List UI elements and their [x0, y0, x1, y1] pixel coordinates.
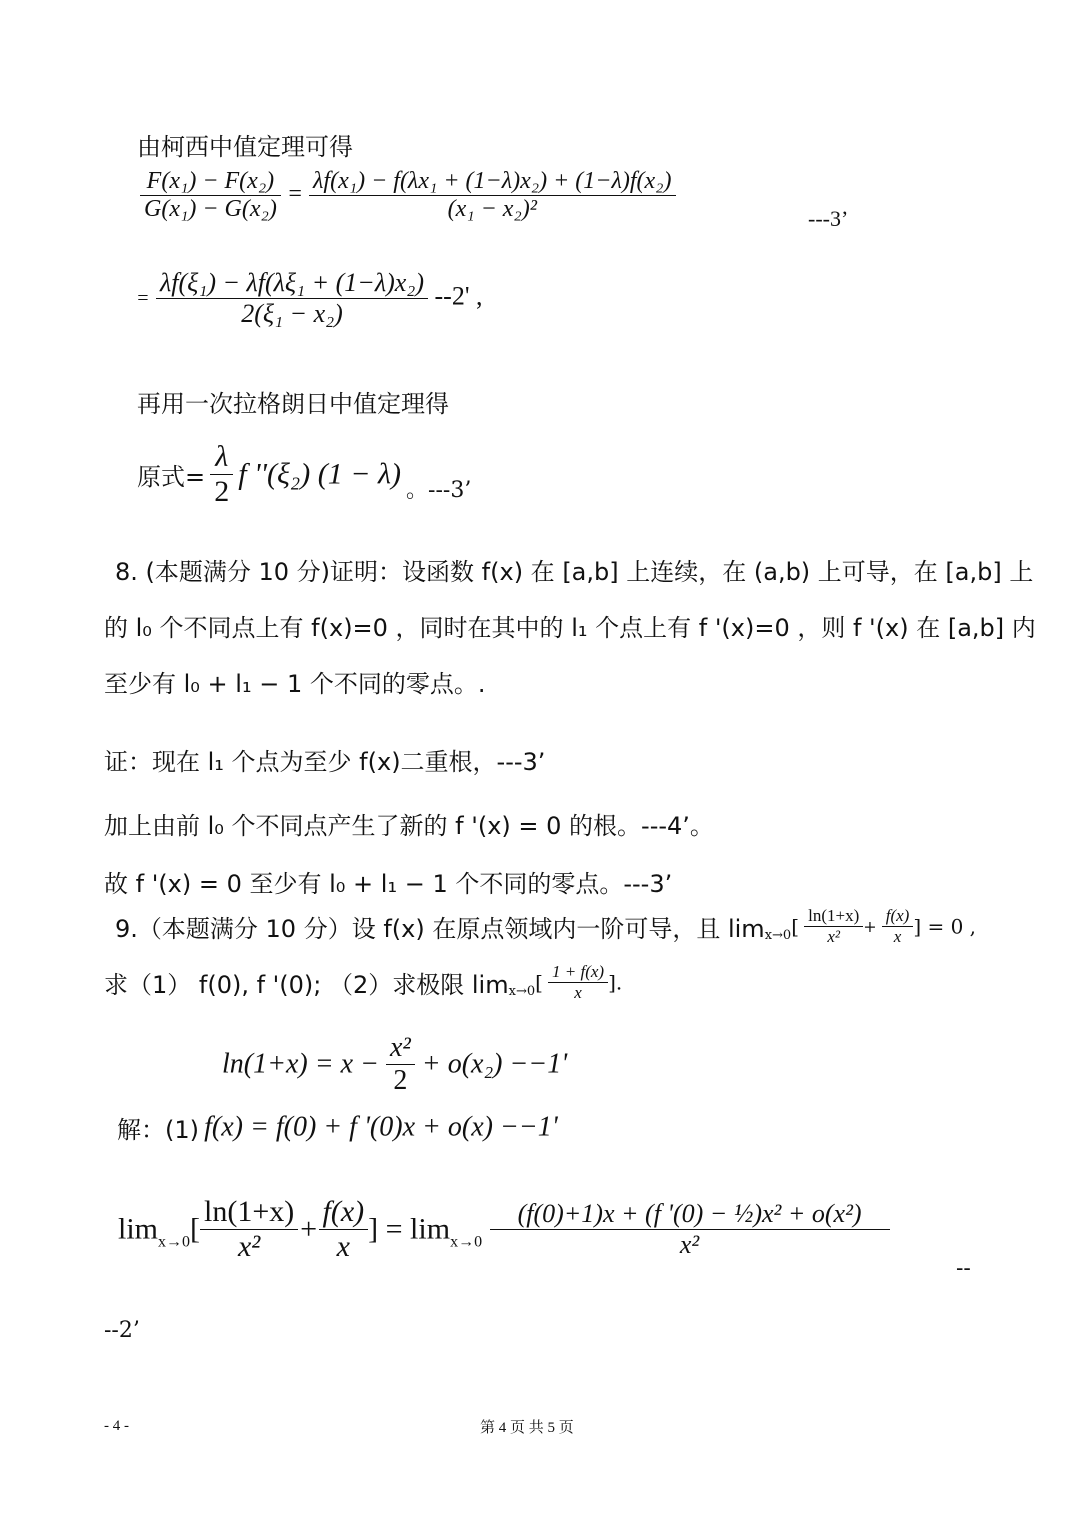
fraction-left — [140, 168, 281, 223]
frac-denominator: G(x₁) − G(x₂) — [144, 196, 277, 222]
proof-line-1: 证：现在 l₁ 个点为至少 f(x)二重根，---3’ — [104, 748, 546, 776]
problem-8-line-1: 8. (本题满分 10 分)证明：设函数 f(x) 在 [a,b] 上连续，在 (a,b) 上可导，在 [a,b] 上 — [115, 558, 1034, 586]
limit-expansion: $\lim_{x\to 0}$[ $\frac{\ln(1+x)}{\text{x²}}$ + $\frac{f(x)}{x}$ ] = $\lim_{x\to 0}$ $\frac{\text{(f(0)+1)x + (f '(0) − ½)x² + o(x²)}}{\text{x²}}$ — [118, 1195, 890, 1264]
fraction-right — [309, 168, 675, 223]
limit-score: --2’ — [104, 1318, 140, 1343]
solution-1: 解：(1) f(x) = f(0) + f '(0)x + o(x) −−1' — [117, 1111, 558, 1144]
score-3: ---3’ — [808, 206, 849, 231]
frac-numerator: λf(x₁) − f(λx₁ + (1−λ)x₂) + (1−λ)f(x₂) — [313, 168, 672, 194]
formula-step2 — [136, 268, 483, 329]
footer-page-left: - 4 - — [104, 1418, 129, 1434]
formula-cauchy — [140, 168, 676, 223]
cauchy-intro: 由柯西中值定理可得 — [137, 133, 353, 161]
equals-sign: = — [286, 181, 304, 208]
problem-8-line-2: 的 l₀ 个不同点上有 f(x)=0 ，同时在其中的 l₁ 个点上有 f '(x)=0 ，则 f '(x) 在 [a,b] 内 — [104, 614, 1036, 642]
problem-9-line-1: 9.（本题满分 10 分）设 f(x) 在原点领域内一阶可导，且 $\lim_{x\to 0}$[ $\frac{\ln(1+x)}{\text{x²}}$ + $\frac{f(x)}{x}$ ] = 0 , — [115, 906, 977, 946]
proof-line-3: 故 f '(x) = 0 至少有 l₀ + l₁ − 1 个不同的零点。---3’ — [104, 870, 673, 898]
orig-label: 原式= — [137, 463, 206, 491]
frac-denominator: (x₁ − x₂)² — [447, 196, 537, 222]
frac-denominator: 2(ξ₁ − x₂) — [241, 299, 343, 328]
fraction — [156, 268, 428, 329]
orig-rest: f ''(ξ₂) (1 − λ) — [238, 457, 401, 491]
lambda-over-2: $\frac{\lambda}{2}$ — [210, 440, 233, 509]
proof-line-2: 加上由前 l₀ 个不同点产生了新的 f '(x) = 0 的根。---4’。 — [104, 812, 714, 840]
score-2: --2' , — [434, 281, 483, 311]
problem-9-line-2: 求（1） f(0), f '(0); （2）求极限 $\lim_{x\to 0}$[ $\frac{1 + f(x)}{x}$ ]. — [104, 962, 623, 1002]
equals-sign: = — [136, 287, 150, 310]
footer-page-center: 第 4 页 共 5 页 — [480, 1420, 574, 1436]
lagrange-intro: 再用一次拉格朗日中值定理得 — [137, 390, 449, 418]
orig-score: 。---3’ — [406, 478, 472, 503]
original-expression — [137, 440, 471, 509]
limit-dash: -- — [956, 1256, 971, 1281]
frac-numerator: λf(ξ₁) − λf(λξ₁ + (1−λ)x₂) — [160, 268, 424, 297]
taylor-ln: ln(1+x) = x − $\frac{\text{x²}}{2}$ + o(x₂) −−1' — [222, 1032, 568, 1096]
frac-numerator: F(x₁) − F(x₂) — [146, 168, 275, 194]
problem-8-line-3: 至少有 l₀ + l₁ − 1 个不同的零点。. — [104, 670, 486, 698]
